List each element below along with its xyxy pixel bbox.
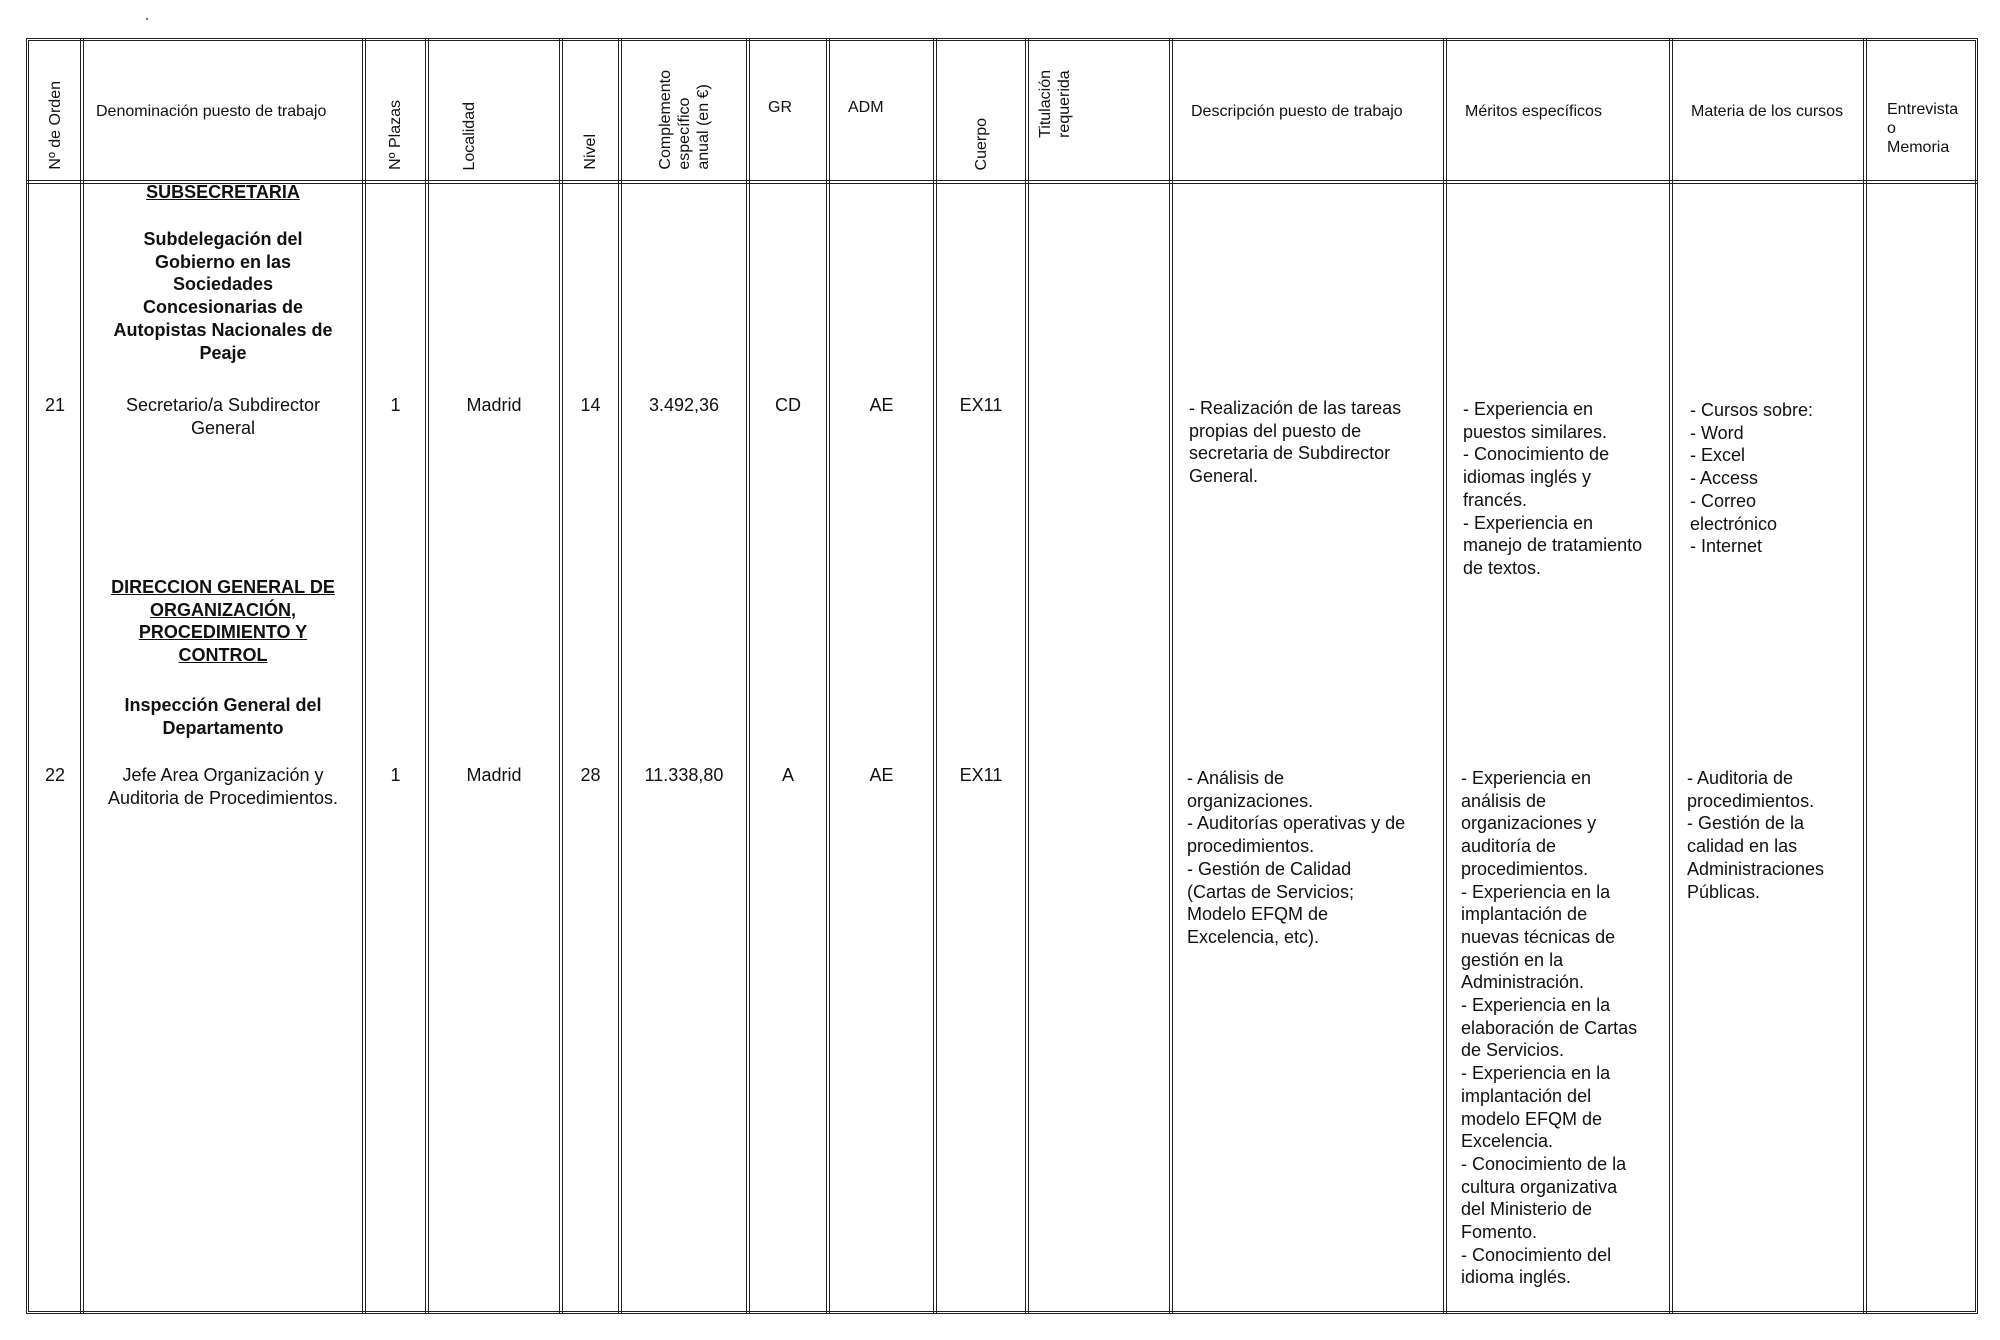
header-localidad <box>429 44 509 178</box>
cell-gr: A <box>781 765 794 785</box>
cell-descripcion: - Análisis de organizaciones. - Auditorías operativas y de procedimientos. - Gestión de Calidad (Cartas de Servicios; Modelo EFQM de Excelencia, etc). <box>1187 768 1406 947</box>
column-divider <box>362 38 366 1314</box>
header-adm <box>848 98 884 117</box>
header-denominacion <box>84 44 362 178</box>
column-divider <box>826 38 830 1314</box>
column-divider <box>559 38 563 1314</box>
header-meritos-label: Méritos específicos <box>1465 102 1602 120</box>
header-descripcion <box>1173 44 1443 178</box>
cell-meritos: - Experiencia en puestos similares. - Conocimiento de idiomas inglés y francés. - Experiencia en manejo de tratamiento de textos. <box>1463 399 1643 578</box>
header-cursos <box>1673 44 1863 178</box>
header-entrevista <box>1867 44 1975 178</box>
cell-denominacion: Secretario/a Subdirector General <box>125 395 321 438</box>
column-divider <box>618 38 622 1314</box>
header-nivel <box>563 44 618 178</box>
cell-cursos: - Cursos sobre: - Word - Excel - Access - Correo electrónico - Internet <box>1690 400 1814 557</box>
header-gr <box>768 98 792 117</box>
section-unit-title: DIRECCION GENERAL DE ORGANIZACIÓN, PROCEDIMIENTO Y CONTROL <box>111 577 335 666</box>
cell-cursos: - Auditoria de procedimientos. - Gestión de la calidad en las Administraciones Públicas. <box>1687 768 1825 902</box>
section-unit-title: SUBSECRETARIA <box>146 182 300 202</box>
header-titulacion <box>1037 44 1073 178</box>
cell-cuerpo: EX11 <box>959 765 1003 785</box>
cell-nivel: 14 <box>580 395 601 415</box>
cell-meritos: - Experiencia en análisis de organizaciones y auditoría de procedimientos. - Experiencia en la implantación de nuevas técnicas de gestión en la Administración. - Experiencia en la elaboración de Cartas de Servicios. - Experiencia en la implantación del modelo EFQM de Excelencia. - Conocimiento de la cultura organizativa del Ministerio de Fomento. - Conocimiento del idioma inglés. <box>1461 768 1638 1288</box>
header-cuerpo <box>937 44 1025 178</box>
column-divider <box>1669 38 1673 1314</box>
header-meritos <box>1447 44 1669 178</box>
header-entrevista-label: Entrevista o Memoria <box>1887 101 1959 156</box>
header-localidad-label: Localidad <box>460 101 478 170</box>
header-cursos-label: Materia de los cursos <box>1691 102 1844 120</box>
column-divider <box>1025 38 1029 1314</box>
header-cuerpo-label: Cuerpo <box>972 117 990 170</box>
cell-orden: 21 <box>44 395 66 415</box>
column-divider <box>1863 38 1867 1314</box>
column-divider <box>1443 38 1447 1314</box>
header-plazas-label: Nº Plazas <box>387 100 404 170</box>
cell-localidad: Madrid <box>466 765 522 785</box>
cell-complemento: 11.338,80 <box>644 765 724 785</box>
header-orden <box>30 44 80 178</box>
cell-descripcion: - Realización de las tareas propias del puesto de secretaria de Subdirector General. <box>1189 398 1402 487</box>
section-subunit-title: Subdelegación del Gobierno en las Sociedades Concesionarias de Autopistas Nacionales de Peaje <box>113 229 333 363</box>
header-titulacion-label: Titulación requerida <box>1037 70 1073 138</box>
cell-cuerpo: EX11 <box>959 395 1003 415</box>
header-orden-label: Nº de Orden <box>46 81 64 170</box>
header-complemento <box>622 44 746 178</box>
header-denominacion-label: Denominación puesto de trabajo <box>96 102 327 120</box>
cell-denominacion: Jefe Area Organización y Auditoria de Procedimientos. <box>107 765 339 808</box>
header-complemento-label: Complemento específico anual (en €) <box>656 70 712 170</box>
section-subunit-title: Inspección General del Departamento <box>124 695 322 738</box>
column-divider <box>933 38 937 1314</box>
header-nivel-label: Nivel <box>582 134 599 170</box>
column-divider <box>425 38 429 1314</box>
header-descripcion-label: Descripción puesto de trabajo <box>1191 102 1403 120</box>
column-divider <box>1169 38 1173 1314</box>
header-plazas <box>366 44 425 178</box>
header-gr-label: GR <box>768 99 792 116</box>
scan-speck <box>146 18 148 20</box>
cell-nivel: 28 <box>580 765 601 785</box>
cell-localidad: Madrid <box>466 395 522 415</box>
header-adm-label: ADM <box>848 99 884 116</box>
cell-orden: 22 <box>44 765 66 785</box>
cell-adm: AE <box>869 765 894 785</box>
cell-complemento: 3.492,36 <box>648 395 720 415</box>
column-divider <box>746 38 750 1314</box>
cell-gr: CD <box>775 395 801 415</box>
cell-plazas: 1 <box>390 765 401 785</box>
cell-plazas: 1 <box>390 395 401 415</box>
cell-adm: AE <box>869 395 894 415</box>
